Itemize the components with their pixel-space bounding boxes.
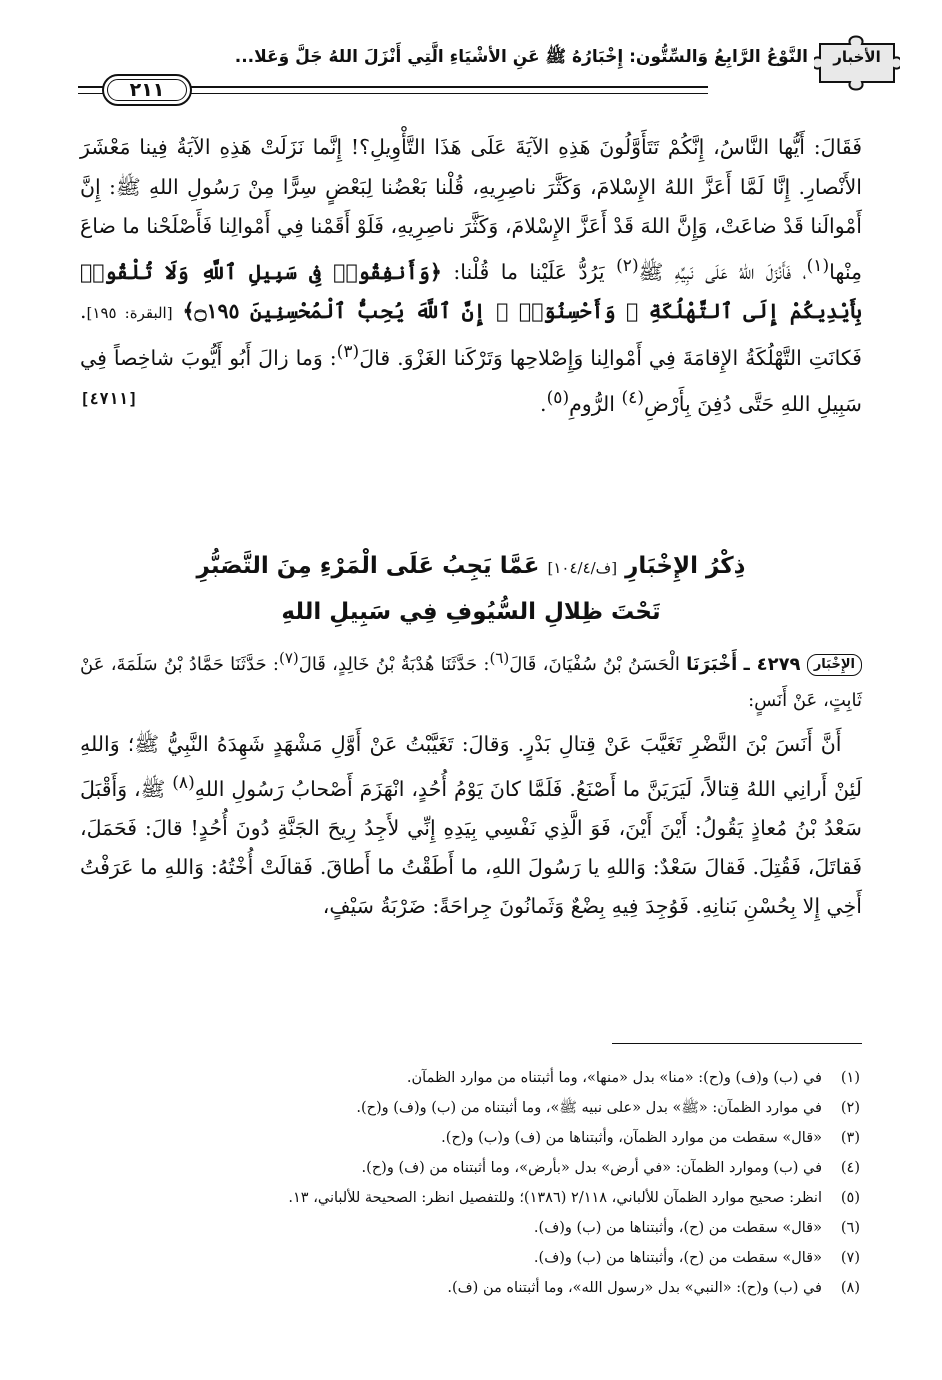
footnote-number: (٦)	[840, 1220, 860, 1236]
running-header	[78, 28, 881, 118]
footnote-1	[80, 1063, 860, 1093]
body-text-d: . فَكانَتِ التَّهْلُكَةُ الإِقامَةَ فِي أَمْوالِنا وَإِصْلاحِها وَتَرْكَنا الغَزْوَ. قالَ	[80, 298, 862, 371]
footnote-number: (٥)	[840, 1190, 860, 1206]
isnad-text-c: : حَدَّثَنَا حَمَّادُ بْنُ سَلَمَةَ، عَنْ ثَابِتٍ، عَنْ أَنَسٍ:	[80, 654, 862, 711]
section-badge	[814, 32, 900, 92]
footnote-text: انظر: صحيح موارد الظمآن للألباني، ٢/١١٨ (١٣٨٦)؛ وللتفصيل انظر: الصحيحة للألباني، ١٣.	[288, 1190, 822, 1206]
body-text-g: .	[540, 391, 547, 416]
chapter-reference: [ف/١٠٤/٤]	[547, 559, 618, 577]
matn-text-a: أَنَّ أَنَسَ بْنَ النَّضْرِ تَغَيَّبَ عَنْ قِتالِ بَدْرٍ. وَقالَ: تَغَيَّبْتُ عَنْ أَوَّلِ مَشْهَدٍ شَهِدَهُ النَّبِيُّ ﷺ؛ وَاللهِ لَئِنْ أَرانِي اللهُ قِتالاً، لَيَرَيَنَّ ما أَصْنَعُ. فَلَمَّا كانَ يَوْمُ أُحُدٍ، انْهَزَمَ أَصْحابُ رَسُولِ اللهِ	[80, 732, 862, 801]
footnote-2	[80, 1093, 860, 1123]
isnad-text-b: : حَدَّثَنَا هُدْبَةُ بْنُ خَالِدٍ، قَالَ	[298, 654, 490, 675]
footnote-number: (٣)	[840, 1130, 860, 1146]
footnote-number: (٢)	[840, 1100, 860, 1116]
footnote-text: «قال» سقطت من (ح)، وأثبتناها من (ب) و(ف).	[533, 1250, 822, 1266]
hadith-isnad	[80, 640, 862, 719]
running-title: النَّوْعُ الرَّابِعُ وَالسِّتُّون: إِخْبَارُهُ ﷺ عَنِ الأشْيَاءِ الَّتِي أَنْزَلَ اللهُ جَلَّ وَعَلا...	[234, 47, 808, 67]
footnote-ref-8[interactable]: (٨)	[172, 773, 195, 793]
footnote-text: في (ب) وموارد الظمآن: «في أرض» بدل «بأرض»، وما أثبتناه من (ف) و(ح).	[361, 1160, 822, 1176]
chapter-heading-part-2: عَمَّا يَجِبُ عَلَى الْمَرْءِ مِنَ التَّصَبُّرِ	[196, 553, 540, 579]
footnote-text: في موارد الظمآن: «ﷺ» بدل «على نبيه ﷺ»، وما أثبتناه من (ب) و(ف) و(ح).	[356, 1100, 822, 1116]
section-badge-label: الأخبار	[833, 48, 881, 66]
hadith-cross-reference: [٤٧١١]	[80, 388, 138, 408]
footnote-ref-6[interactable]: (٦)	[489, 649, 510, 667]
body-text	[80, 128, 862, 424]
chapter-heading	[80, 544, 862, 634]
hadith-akhbarana: أَخْبَرَنَا	[686, 654, 738, 675]
body-paragraph	[80, 128, 862, 424]
footnote-ref-1[interactable]: (١)	[806, 255, 830, 276]
body-text-c: يَرُدُّ عَلَيْنا ما قُلْنا:	[441, 259, 617, 284]
footnote-text: «قال» سقطت من (ح)، وأثبتناها من (ب) و(ف).	[533, 1220, 822, 1236]
matn-text-b: ﷺ، وَأَقْبَلَ سَعْدُ بْنُ مُعاذٍ يَقُولُ: أَيْنَ أَيْنَ، فَوَ الَّذِي نَفْسِي بِيَدِهِ إِنِّي لأَجِدُ رِيحَ الجَنَّةِ دُونَ أُحُدٍ! قالَ: فَحَمَلَ، فَقاتَلَ، فَقُتِلَ. فَقالَ سَعْدٌ: وَاللهِ يا رَسُولَ اللهِ، ما أَطَقْتُ ما أَطاقَ. فَقالَتْ أُخْتُهُ: وَاللهِ ما عَرَفْتُ أَخِي إِلا بِحُسْنِ بَنانِهِ. فَوُجِدَ فِيهِ بِضْعٌ وَثَمانُونَ جِراحَةً: ضَرْبَةُ سَيْفٍ،	[80, 776, 862, 918]
footnotes	[80, 1063, 860, 1303]
hadith-number: ٤٢٧٩ ـ	[743, 654, 801, 675]
footnote-number: (٤)	[840, 1160, 860, 1176]
body-text-b: ، فَأَنْزَلَ اللهُ عَلَى نَبِيِّهِ ﷺ	[638, 259, 807, 284]
footnote-text: «قال» سقطت من موارد الظمآن، وأثبتناها من (ف) و(ب) و(ح).	[441, 1130, 822, 1146]
chapter-heading-line-1	[80, 544, 862, 590]
hadith-marker-badge: الإِخْبَار	[807, 654, 862, 676]
footnote-5	[80, 1183, 860, 1213]
quran-verse: ﴿وَأَنفِقُوا۟ فِى سَبِيلِ ٱللَّهِ وَلَا تُلْقُوا۟ بِأَيْدِيكُمْ إِلَى ٱلتَّهْلُكَةِ ۛ وَأَحْسِنُوٓا۟ ۛ إِنَّ ٱللَّهَ يُحِبُّ ٱلْمُحْسِنِينَ ۝١٩٥﴾	[80, 259, 862, 323]
body-text-f: الرُّومِ	[569, 391, 622, 416]
footnote-text: في (ب) و(ح): «النبي» بدل «رسول الله»، وما أثبتناه من (ف).	[447, 1280, 822, 1296]
body-text-e: : وَما زالَ أَبُو أَيُّوبَ شاخِصاً فِي سَبِيلِ اللهِ حَتَّى دُفِنَ بِأَرْضِ	[80, 346, 862, 416]
footnote-number: (٧)	[840, 1250, 860, 1266]
quran-reference: [البقرة: ١٩٥]	[86, 303, 173, 322]
footnote-6	[80, 1213, 860, 1243]
footnote-ref-2[interactable]: (٢)	[616, 255, 639, 276]
footnote-ref-5[interactable]: (٥)	[546, 387, 570, 408]
chapter-heading-line-2: تَحْتَ ظِلالِ السُّيُوفِ فِي سَبِيلِ اللهِ	[281, 599, 661, 625]
footnote-4	[80, 1153, 860, 1183]
footnote-ref-3[interactable]: (٣)	[336, 342, 360, 363]
footnote-3	[80, 1123, 860, 1153]
footnote-divider	[612, 1043, 862, 1044]
footnote-number: (١)	[840, 1070, 860, 1086]
footnote-7	[80, 1243, 860, 1273]
isnad-text-a: الْحَسَنُ بْنُ سُفْيَانَ، قَالَ	[509, 654, 687, 675]
hadith-block	[80, 640, 862, 926]
footnote-8	[80, 1273, 860, 1303]
hadith-matn	[80, 725, 862, 926]
footnote-ref-7[interactable]: (٧)	[278, 649, 299, 667]
body-text-a: فَقَالَ: أَيُّها النَّاسُ، إِنَّكُمْ تَتَأَوَّلُونَ هَذِهِ الآيَةَ عَلَى هَذَا التَّأْوِيلِ؟! إِنَّما نَزَلَتْ هَذِهِ الآيَةُ فِينا مَعْشَرَ الأَنْصارِ. إِنَّا لَمَّا أَعَزَّ اللهُ الإِسْلامَ، وَكَثَّرَ ناصِرِيهِ، قُلْنا بَعْضُنا لِبَعْضٍ سِرًّا مِنْ رَسُولِ اللهِ ﷺ: إِنَّ أَمْوالَنا قَدْ ضاعَتْ، وَإِنَّ اللهَ قَدْ أَعَزَّ الإِسْلامَ، وَكَثَّرَ ناصِرِيهِ، فَلَوْ أَقَمْنا فِي أَمْوالِنا فَأَصْلَحْنا ما ضاعَ مِنْها	[80, 135, 862, 284]
footnote-text: في (ب) و(ف) و(ح): «منا» بدل «منها»، وما أثبتناه من موارد الظمآن.	[406, 1070, 822, 1086]
footnote-number: (٨)	[840, 1280, 860, 1296]
footnote-ref-4[interactable]: (٤)	[621, 387, 645, 408]
page-number: ٢١١	[102, 74, 192, 106]
chapter-heading-part-1: ذِكْرُ الإِخْبَارِ	[625, 553, 746, 579]
